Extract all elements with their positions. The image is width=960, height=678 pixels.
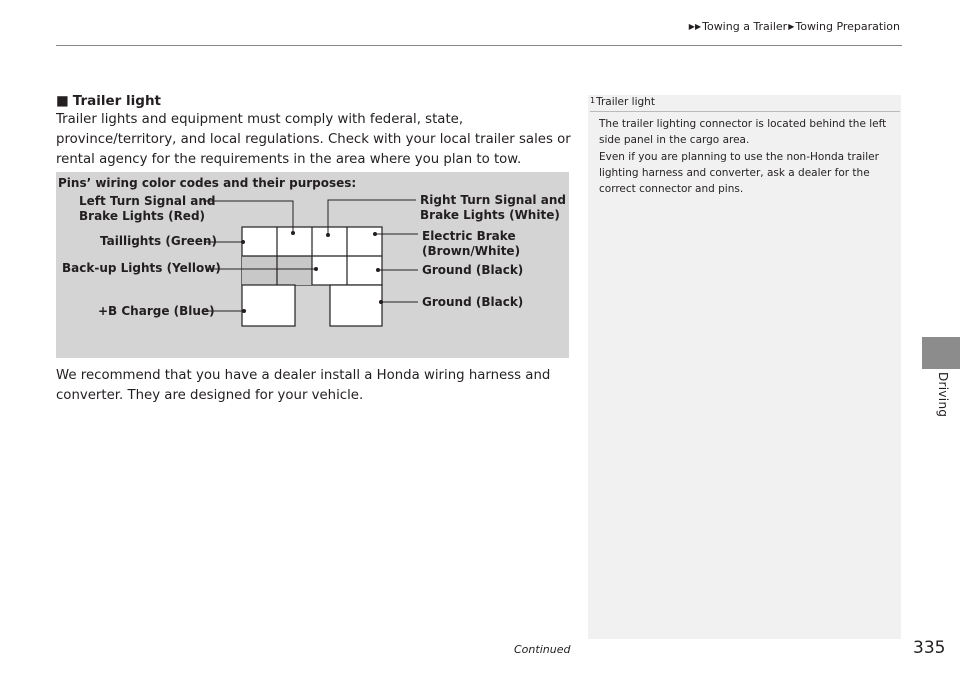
connector-lower-right xyxy=(330,285,382,326)
continued-label: Continued xyxy=(514,643,571,656)
side-tab-label: Driving xyxy=(936,372,950,418)
label-right-turn-white: Right Turn Signal and Brake Lights (White) xyxy=(420,193,566,222)
label-charge-blue: +B Charge (Blue) xyxy=(98,304,215,318)
arrow-icon: ▶▶ xyxy=(688,22,702,31)
section-title: Trailer light xyxy=(72,93,162,109)
label-left-turn-red: Left Turn Signal and Brake Lights (Red) xyxy=(79,194,216,223)
breadcrumb-item[interactable]: Towing Preparation xyxy=(795,20,900,33)
breadcrumb-item[interactable]: Towing a Trailer xyxy=(702,20,788,33)
wiring-diagram xyxy=(56,172,569,358)
label-taillights-green: Taillights (Green) xyxy=(100,234,217,248)
breadcrumb xyxy=(688,20,900,33)
label-ground-black-1: Ground (Black) xyxy=(422,263,524,277)
side-note-text: The trailer lighting connector is located behind the left side panel in the cargo area. Even if you are planning to use the non-Honda trailer lighting harness and converter, ask a dealer for the correct connector and pins. xyxy=(599,118,887,196)
arrow-icon: ▶ xyxy=(788,22,795,31)
note-number: 1 xyxy=(590,96,596,105)
header-divider xyxy=(56,45,902,46)
section-heading xyxy=(56,93,161,109)
label-electric-brake: Electric Brake (Brown/White) xyxy=(422,229,521,258)
label-ground-black-2: Ground (Black) xyxy=(422,295,524,309)
square-bullet-icon: ■ xyxy=(56,93,69,109)
diagram-title: Pins’ wiring color codes and their purposes: xyxy=(58,176,357,190)
connector-lower-left xyxy=(242,285,295,326)
side-tab-marker xyxy=(922,337,960,369)
paragraph: Trailer lights and equipment must comply with federal, state, province/territory, and local regulations. Check with your local trailer sales or rental agency for the requirements in the area where you plan to tow. xyxy=(56,112,571,167)
page-number: 335 xyxy=(913,638,946,658)
side-note-body xyxy=(599,116,891,197)
paragraph: We recommend that you have a dealer install a Honda wiring harness and converter. They are designed for your vehicle. xyxy=(56,368,551,403)
side-note-heading xyxy=(590,96,655,108)
label-backup-yellow: Back-up Lights (Yellow) xyxy=(62,261,221,275)
side-note-divider xyxy=(590,111,900,112)
side-note-title: Trailer light xyxy=(596,96,655,108)
